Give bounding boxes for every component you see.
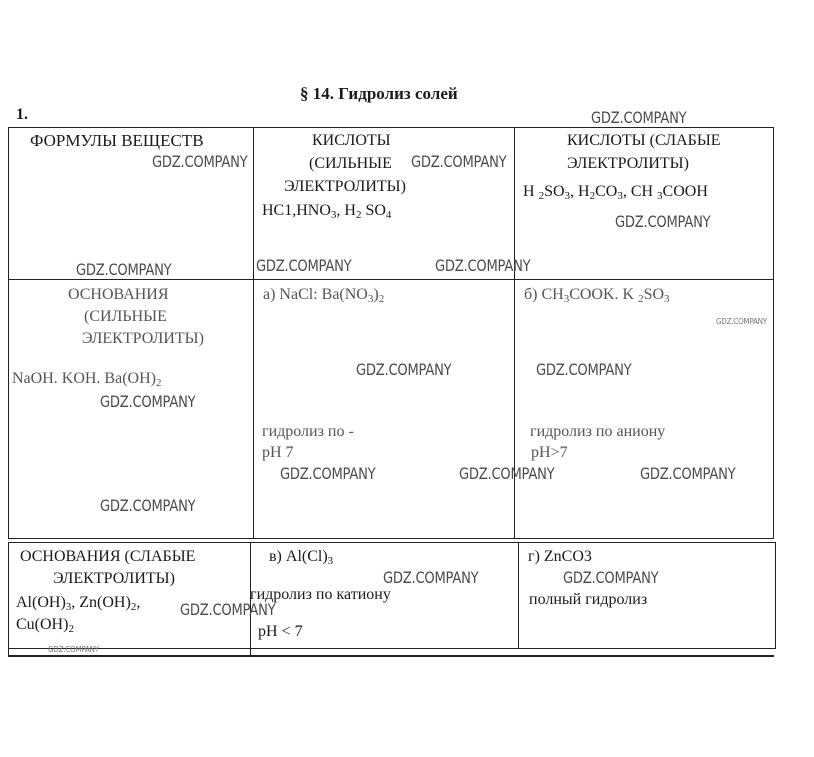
table2-border-left (8, 542, 9, 657)
salt-g-hydrolysis: полный гидролиз (529, 591, 648, 608)
table2-border-col2 (518, 542, 519, 649)
salt-b: б) $CH_3COOK$. K $_2SO_3$ (524, 286, 670, 305)
salt-v-ph: рН < 7 (258, 623, 303, 640)
watermark: GDZ.COMPANY (152, 152, 248, 171)
table2-border-right (775, 542, 776, 649)
strong-acids-formulas: $HC1,HNO_3$, $H_2$ $SO_4$ (262, 202, 392, 221)
page-title: § 14. Гидролиз солей (300, 84, 458, 103)
header-weak-acids-2: ЭЛЕКТРОЛИТЫ) (567, 155, 689, 172)
header-weak-acids-1: КИСЛОТЫ (СЛАБЫЕ (567, 132, 721, 149)
strong-bases-formulas: NaOH. KOH. $Ba(OH)_2$ (12, 370, 162, 389)
watermark: GDZ.COMPANY (383, 568, 479, 587)
watermark: GDZ.COMPANY (536, 360, 632, 379)
table-border-row1 (8, 279, 774, 280)
salt-v-hydrolysis: гидролиз по катиону (250, 586, 391, 603)
header-strong-acids-1: КИСЛОТЫ (312, 132, 391, 149)
weak-bases-formulas-2: $Cu(OH)_2$ (16, 616, 74, 635)
header-strong-bases-1: ОСНОВАНИЯ (68, 286, 169, 303)
table2-border-bottom2 (8, 655, 774, 657)
watermark: GDZ.COMPANY (435, 256, 531, 275)
header-formulas: ФОРМУЛЫ ВЕЩЕСТВ (30, 131, 204, 150)
header-strong-acids-3: ЭЛЕКТРОЛИТЫ) (284, 178, 406, 195)
watermark: GDZ.COMPANY (256, 256, 352, 275)
salt-a-ph: рН 7 (262, 444, 294, 461)
table-border-row2 (8, 538, 774, 539)
salt-g: г) ZnCO3 (528, 548, 592, 565)
table2-border-bottom (8, 648, 776, 649)
header-weak-bases-2: ЭЛЕКТРОЛИТЫ) (53, 570, 175, 587)
watermark: GDZ.COMPANY (591, 108, 687, 127)
watermark: GDZ.COMPANY (640, 464, 736, 483)
table-border-top (8, 127, 774, 128)
weak-bases-formulas-1: $Al(OH)_3$, $Zn(OH)_2$, (16, 594, 141, 613)
salt-v: в) $Al(Cl)_3$ (269, 548, 334, 567)
table-border-col1 (253, 127, 254, 538)
watermark: GDZ.COMPANY (563, 568, 659, 587)
table2-border-top (8, 542, 776, 543)
watermark: GDZ.COMPANY (411, 152, 507, 171)
watermark: GDZ.COMPANY (76, 260, 172, 279)
watermark: GDZ.COMPANY (615, 212, 711, 231)
header-strong-bases-3: ЭЛЕКТРОЛИТЫ) (82, 330, 204, 347)
table-border-right (773, 127, 774, 538)
watermark: GDZ.COMPANY (280, 464, 376, 483)
header-strong-bases-2: (СИЛЬНЫЕ (84, 308, 167, 325)
table-border-left (8, 127, 9, 538)
salt-b-ph: рН>7 (531, 444, 568, 461)
salt-a: а) NaCl: $Ba(NO_3)_2$ (263, 286, 385, 305)
watermark: GDZ.COMPANY (48, 645, 99, 654)
watermark: GDZ.COMPANY (180, 600, 276, 619)
salt-b-hydrolysis: гидролиз по аниону (530, 423, 666, 440)
header-weak-bases-1: ОСНОВАНИЯ (СЛАБЫЕ (20, 548, 196, 565)
task-number: 1. (16, 106, 28, 123)
header-strong-acids-2: (СИЛЬНЫЕ (309, 155, 392, 172)
weak-acids-formulas: H $_2SO_3$, $H_2CO_3$, CH $_3$COOH (523, 183, 708, 202)
watermark: GDZ.COMPANY (100, 392, 196, 411)
watermark: GDZ.COMPANY (716, 317, 767, 326)
salt-a-hydrolysis: гидролиз по - (262, 423, 354, 440)
watermark: GDZ.COMPANY (356, 360, 452, 379)
watermark: GDZ.COMPANY (100, 496, 196, 515)
watermark: GDZ.COMPANY (459, 464, 555, 483)
